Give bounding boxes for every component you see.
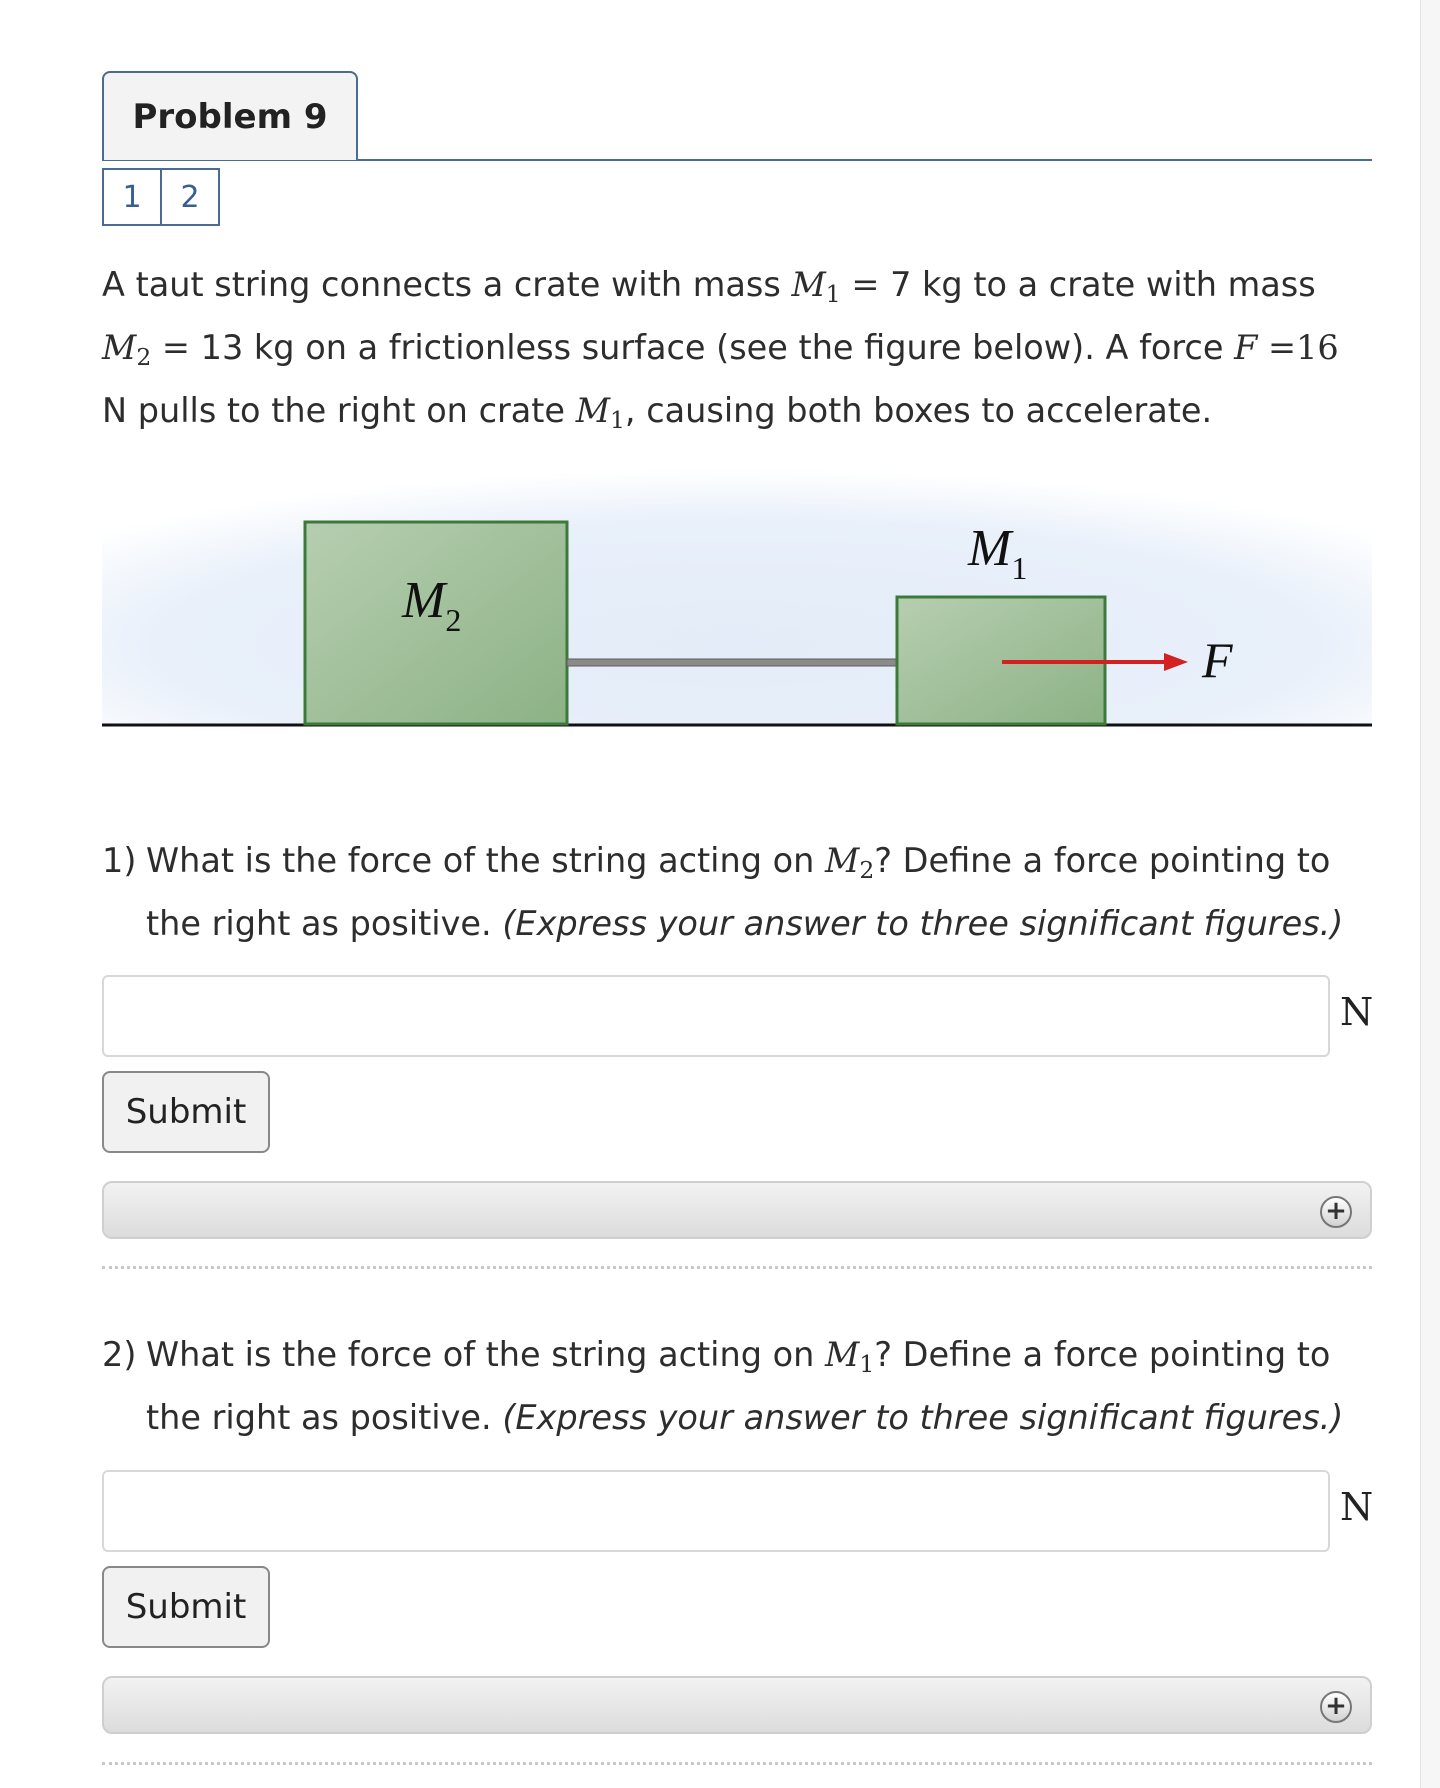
var-f: F [1234,327,1258,367]
label-m2: $M_2$ [402,572,462,638]
unit-label-1: N [1340,990,1374,1034]
expand-plus-icon[interactable]: + [1320,1196,1352,1228]
problem-tab-row [102,71,1372,161]
answer-input-1[interactable] [102,975,1330,1057]
question-var: $M_1$ [825,1335,875,1378]
equals-sign: = [161,327,190,367]
question-hint: (Express your answer to three significant figures.) [502,903,1344,943]
intro-text: 13 kg on a frictionless surface (see the figure below). A force [200,327,1235,367]
intro-text: N pulls to the right on crate [102,390,576,430]
equals-sign: = [1268,327,1297,367]
separator [102,1762,1372,1765]
equals-sign: = [851,265,880,304]
crates-figure [102,455,1372,730]
scrollbar[interactable] [1420,0,1440,1788]
question-1: 1) What is the force of the string acting on $M_2$? Define a force pointing to the right as positive. (Express your answer to three significant figures.) [102,834,1372,951]
problem-statement [102,258,1372,447]
help-bar-1[interactable] [102,1181,1372,1239]
question-var: $M_2$ [825,841,875,884]
question-2: 2) What is the force of the string acting on $M_1$? Define a force pointing to the right as positive. (Express your answer to three significant figures.) [102,1328,1372,1445]
separator [102,1266,1372,1269]
force-value: 16 [1296,327,1339,367]
figure-background [102,455,1372,725]
var-m1: $M_1$ [791,265,841,308]
intro-text: , causing both boxes to accelerate. [624,390,1213,430]
submit-button-1[interactable]: Submit [102,1071,270,1153]
var-m1: $M_1$ [575,390,625,434]
var-m2: $M_2$ [102,327,152,371]
part-pager [102,168,220,226]
intro-text: A taut string connects a crate with mass [102,265,792,304]
page-button-2[interactable]: 2 [160,168,220,226]
label-m1: $M_1$ [968,520,1028,586]
string [567,659,897,666]
label-f: F [1202,632,1233,688]
unit-label-2: N [1340,1485,1374,1529]
page-button-1[interactable]: 1 [102,168,162,226]
intro-text: 7 kg to a crate with mass [890,265,1316,304]
question-hint: (Express your answer to three significant figures.) [502,1397,1344,1437]
submit-button-2[interactable]: Submit [102,1566,270,1648]
question-number: 2) [102,1335,137,1374]
tab-problem-9[interactable]: Problem 9 [102,71,358,160]
help-bar-2[interactable] [102,1676,1372,1734]
question-number: 1) [102,841,137,880]
answer-input-2[interactable] [102,1470,1330,1552]
expand-plus-icon[interactable]: + [1320,1691,1352,1723]
